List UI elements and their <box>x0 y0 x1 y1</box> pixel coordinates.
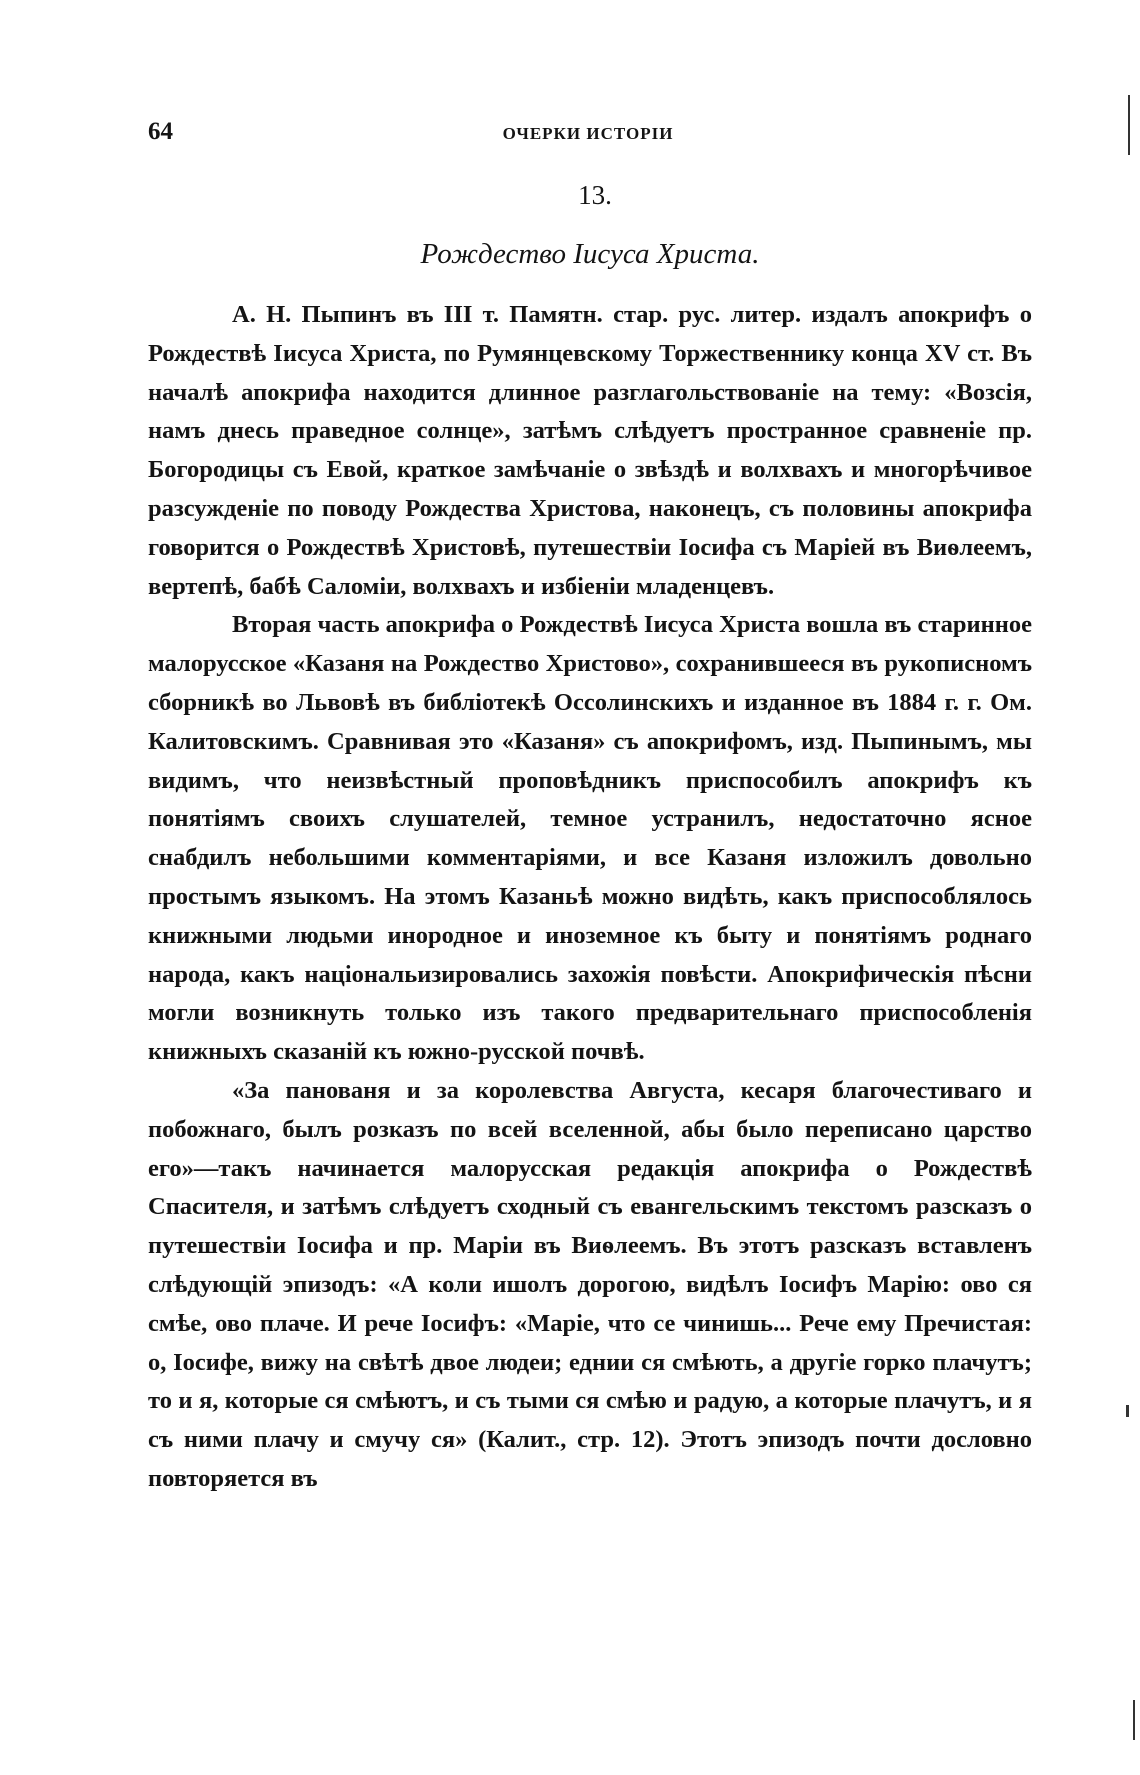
paragraph-1: А. Н. Пыпинъ въ III т. Памятн. стар. рус. литер. издалъ апокрифъ о Рождествѣ Іисуса Христа, по Румянцевскому Торжественнику конца XV ст. Въ началѣ апокрифа находится длинное разглагольствованіе на тему: «Возсія, намъ днесь праведное солнце», затѣмъ слѣдуетъ пространное сравненіе пр. Богородицы съ Евой, краткое замѣчаніе о звѣздѣ и волхвахъ и многорѣчивое разсужденіе по поводу Рождества Христова, наконецъ, съ половины апокрифа говорится о Рождествѣ Христовѣ, путешествіи Іосифа съ Маріей въ Виѳлеемъ, вертепѣ, бабѣ Саломіи, волхвахъ и избіеніи младенцевъ. <box>148 301 1032 600</box>
paragraph-3: «За панованя и за королевства Августа, кесаря благочестиваго и побожнаго, былъ розказъ по всей вселенной, абы было переписано царство его»—такъ начинается малорусская редакція апокрифа о Рождествѣ Спасителя, и затѣмъ слѣдуетъ сходный съ евангельскимъ текстомъ разсказъ о путешествіи Іосифа и пр. Маріи въ Виѳлеемъ. Въ этотъ разсказъ вставленъ слѣдующій эпизодъ: «А коли ишолъ дорогою, видѣлъ Іосифъ Марію: ово ся смѣе, ово плаче. И рече Іосифъ: «Маріе, что се чинишь... Рече ему Пречистая: о, Іосифе, вижу на свѣтѣ двое людеи; еднии ся смѣють, а другіе горко плачутъ; то и я, которые ся смѣютъ, и съ тыми ся смѣю и радую, а которые плачутъ, и я съ ними плачу и смучу ся» (Калит., стр. 12). Этотъ эпизодъ почти дословно повторяется въ <box>148 1076 1032 1492</box>
running-title: ОЧЕРКИ ИСТОРІИ <box>502 124 674 143</box>
scan-edge-mark <box>1133 1700 1135 1740</box>
page-number: 64 <box>148 118 173 145</box>
running-head <box>148 118 1028 150</box>
scan-edge-mark <box>1128 95 1130 155</box>
paragraph-2: Вторая часть апокрифа о Рождествѣ Іисуса Христа вошла въ старинное малорусское «Казаня на Рождество Христово», сохранившееся въ рукописномъ сборникѣ во Львовѣ въ библіотекѣ Оссолинскихъ и изданное въ 1884 г. г. Ом. Калитовскимъ. Сравнивая это «Казаня» съ апокрифомъ, изд. Пыпинымъ, мы видимъ, что неизвѣстный проповѣдникъ приспособилъ апокрифъ къ понятіямъ своихъ слушателей, темное устранилъ, недостаточно ясное снабдилъ небольшими комментаріями, и все Казаня изложилъ довольно простымъ языкомъ. На этомъ Казаньѣ можно видѣть, какъ приспособлялось книжными людьми инородное и иноземное къ быту и понятіямъ роднаго народа, какъ національизировались захожія повѣсти. Апокрифическія пѣсни могли возникнуть только изъ такого предварительнаго приспособленія книжныхъ сказаній къ южно-русской почвѣ. <box>148 611 1032 1066</box>
section-title: Рождество Іисуса Христа. <box>420 238 760 270</box>
section-number: 13. <box>578 180 612 210</box>
body-text <box>148 296 1032 1499</box>
scan-edge-mark <box>1126 1405 1129 1417</box>
